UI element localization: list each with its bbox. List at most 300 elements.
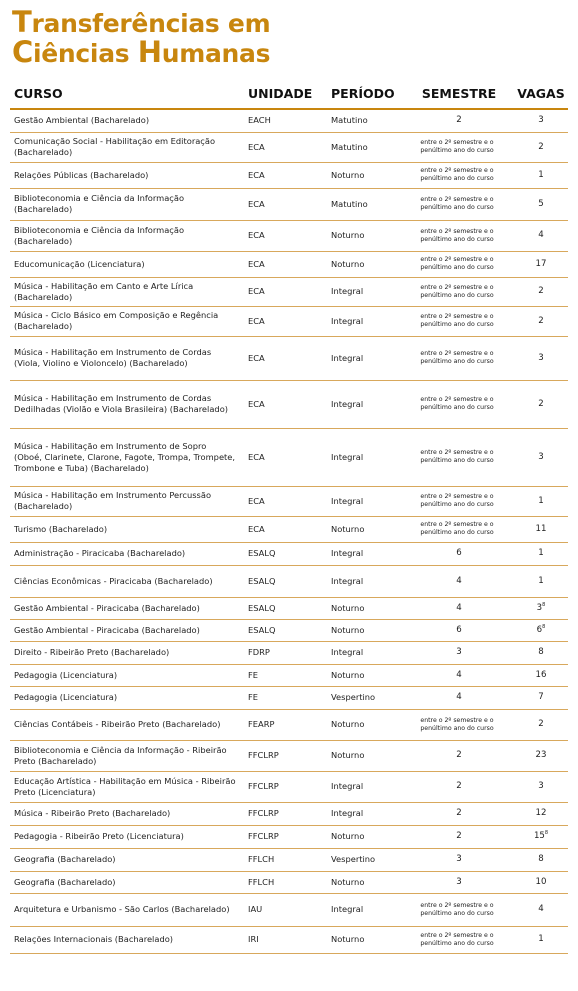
cell-semestre: [404, 109, 510, 132]
cell-curso-text: Gestão Ambiental - Piracicaba (Bacharelado): [14, 602, 200, 613]
cell-vagas-text: 2: [538, 398, 544, 409]
cell-unidade: [244, 428, 327, 486]
cell-periodo-text: Integral: [331, 352, 364, 363]
cell-vagas: [510, 709, 568, 740]
cell-semestre: [404, 709, 510, 740]
cell-curso-text: Administração - Piracicaba (Bacharelado): [14, 548, 186, 558]
cell-unidade: [244, 188, 327, 220]
cell-semestre: [404, 926, 510, 953]
cell-semestre: [404, 132, 510, 162]
cell-vagas: [510, 428, 568, 486]
cell-curso: [10, 926, 244, 953]
cell-semestre-text: entre o 2º semestre e o penúltimo ano do curso: [420, 256, 494, 271]
cell-curso-text: Educação Artística - Habilitação em Música - Ribeirão Preto (Licenciatura): [14, 775, 236, 797]
cell-periodo-text: Integral: [331, 575, 364, 586]
cell-semestre: [404, 825, 510, 848]
cell-curso: [10, 893, 244, 926]
cell-periodo: [327, 926, 404, 953]
cell-unidade-text: ECA: [248, 315, 265, 326]
cell-periodo: [327, 740, 404, 771]
cell-periodo: [327, 709, 404, 740]
cell-vagas-text: 10: [535, 876, 547, 887]
cell-unidade-text: ECA: [248, 523, 265, 534]
cell-vagas: [510, 542, 568, 565]
cell-vagas: [510, 251, 568, 277]
cell-vagas-text: 1: [538, 495, 544, 506]
table-row: [10, 380, 568, 428]
cell-semestre: [404, 251, 510, 277]
cell-unidade-text: ESALQ: [248, 624, 276, 635]
cell-curso-text: Comunicação Social - Habilitação em Editoração (Bacharelado): [14, 136, 216, 157]
cell-curso-text: Música - Habilitação em Instrumento de Sopro (Oboé, Clarinete, Clarone, Fagote, Trompa, Trompete, Trombone e Tuba) (Bacharelado): [14, 440, 236, 473]
cell-vagas-text: 8: [538, 854, 544, 864]
cell-curso: [10, 740, 244, 771]
cell-curso: [10, 641, 244, 664]
cell-periodo-text: Integral: [331, 808, 364, 818]
cell-vagas: [510, 277, 568, 306]
cell-periodo: [327, 771, 404, 802]
cell-unidade-text: ECA: [248, 141, 265, 152]
title-cap-h: H: [137, 35, 162, 69]
cell-vagas: [510, 486, 568, 516]
cell-unidade-text: ECA: [248, 352, 265, 363]
cell-curso-text: Biblioteconomia e Ciência da Informação (Bacharelado): [14, 224, 185, 246]
table-row: [10, 664, 568, 686]
cell-unidade-text: ESALQ: [248, 548, 276, 558]
cell-vagas-text: 1: [538, 934, 544, 944]
cell-periodo: [327, 619, 404, 641]
cell-unidade: [244, 825, 327, 848]
cell-semestre-text: 2: [456, 831, 462, 841]
cell-semestre-text: 6: [456, 548, 462, 558]
title-mid-2: iências: [32, 39, 138, 68]
cell-curso-text: Música - Ribeirão Preto (Bacharelado): [14, 808, 171, 818]
cell-periodo-text: Integral: [331, 904, 364, 914]
cell-unidade-text: FFLCH: [248, 876, 275, 887]
table-row: [10, 220, 568, 251]
table-row: [10, 848, 568, 871]
cell-semestre-text: entre o 2º semestre e o penúltimo ano do curso: [420, 931, 494, 947]
cell-unidade-text: ESALQ: [248, 575, 276, 586]
cell-unidade-text: EACH: [248, 115, 271, 126]
table-body: [10, 109, 568, 953]
cell-unidade-text: FFLCH: [248, 854, 275, 864]
cell-semestre: [404, 871, 510, 893]
table-row: [10, 893, 568, 926]
cell-curso: [10, 771, 244, 802]
cell-semestre-text: entre o 2º semestre e o penúltimo ano do curso: [420, 283, 494, 299]
cell-semestre-text: 4: [456, 692, 462, 702]
cell-unidade-text: FEARP: [248, 719, 275, 729]
cell-curso-text: Música - Habilitação em Canto e Arte Lírica (Bacharelado): [14, 280, 194, 302]
cell-curso: [10, 542, 244, 565]
cell-unidade-text: FE: [248, 669, 259, 680]
cell-curso: [10, 709, 244, 740]
cell-periodo: [327, 825, 404, 848]
cell-vagas-text: 1: [538, 169, 544, 180]
table-row: [10, 771, 568, 802]
cell-vagas: [510, 336, 568, 380]
cell-periodo-text: Noturno: [331, 876, 365, 887]
table-header-row: [10, 86, 568, 109]
cell-periodo-text: Integral: [331, 398, 364, 409]
cell-unidade: [244, 162, 327, 188]
cell-vagas: [510, 220, 568, 251]
table-row: [10, 132, 568, 162]
cell-semestre-text: 6: [456, 624, 462, 635]
cell-vagas-text: 7: [538, 692, 544, 702]
cell-periodo: [327, 641, 404, 664]
cell-vagas: [510, 516, 568, 542]
cell-vagas-text: 1: [538, 575, 544, 586]
cell-semestre: [404, 162, 510, 188]
cell-curso-text: Ciências Contábeis - Ribeirão Preto (Bacharelado): [14, 719, 221, 729]
table-row: [10, 428, 568, 486]
cell-semestre-text: entre o 2º semestre e o penúltimo ano do curso: [420, 139, 494, 154]
cell-curso-text: Geografia (Bacharelado): [14, 876, 116, 887]
cell-unidade: [244, 565, 327, 597]
table-row: [10, 802, 568, 825]
cell-curso-text: Música - Habilitação em Instrumento de Cordas (Viola, Violino e Violoncelo) (Bacharelado): [14, 347, 212, 368]
cell-vagas-text: 2: [538, 719, 544, 729]
header-unidade: UNIDADE: [244, 86, 327, 109]
cell-curso: [10, 188, 244, 220]
cell-unidade: [244, 771, 327, 802]
cell-curso: [10, 306, 244, 336]
table-row: [10, 162, 568, 188]
cell-curso: [10, 251, 244, 277]
cell-periodo-text: Integral: [331, 286, 364, 296]
cell-semestre: [404, 740, 510, 771]
cell-curso-text: Direito - Ribeirão Preto (Bacharelado): [14, 647, 170, 657]
cell-semestre-text: entre o 2º semestre e o penúltimo ano do curso: [420, 196, 494, 211]
cell-semestre: [404, 336, 510, 380]
cell-periodo-text: Noturno: [331, 624, 365, 635]
table-row: [10, 619, 568, 641]
cell-vagas-text: 5: [538, 198, 544, 209]
table-row: [10, 542, 568, 565]
table-row: [10, 188, 568, 220]
cell-curso-text: Pedagogia (Licenciatura): [14, 669, 118, 680]
title-cap-t: T: [12, 5, 32, 39]
cell-vagas: [510, 597, 568, 619]
cell-periodo: [327, 162, 404, 188]
cell-periodo: [327, 380, 404, 428]
table-row: [10, 686, 568, 709]
cell-curso-text: Geografia (Bacharelado): [14, 854, 116, 864]
cell-vagas-text: 4: [538, 230, 544, 240]
cell-curso: [10, 220, 244, 251]
title-line-1: [12, 5, 271, 39]
cell-semestre-text: entre o 2º semestre e o penúltimo ano do curso: [420, 449, 494, 464]
cell-periodo-text: Integral: [331, 781, 364, 791]
title-rest-2: umanas: [161, 39, 271, 68]
cell-vagas-text: 2: [538, 141, 544, 152]
cell-semestre: [404, 597, 510, 619]
cell-periodo: [327, 871, 404, 893]
cell-periodo: [327, 306, 404, 336]
header-vagas: VAGAS: [510, 86, 568, 109]
cell-semestre-text: 3: [456, 876, 462, 887]
footnote-marker: 8: [544, 830, 549, 837]
title-rest-1: ransferências em: [31, 9, 271, 38]
header-semestre: SEMESTRE: [404, 86, 510, 109]
header-periodo: PERÍODO: [327, 86, 404, 109]
cell-vagas: [510, 848, 568, 871]
cell-semestre: [404, 619, 510, 641]
cell-curso-text: Gestão Ambiental (Bacharelado): [14, 115, 150, 126]
cell-unidade-text: ECA: [248, 451, 265, 462]
cell-curso: [10, 871, 244, 893]
cell-periodo: [327, 336, 404, 380]
cell-semestre: [404, 277, 510, 306]
cell-semestre-text: 3: [456, 647, 462, 657]
cell-unidade: [244, 926, 327, 953]
cell-periodo-text: Integral: [331, 315, 364, 326]
cell-curso: [10, 664, 244, 686]
cell-periodo-text: Vespertino: [331, 854, 376, 864]
cell-semestre: [404, 188, 510, 220]
table-row: [10, 486, 568, 516]
cell-periodo: [327, 686, 404, 709]
cell-periodo-text: Noturno: [331, 669, 365, 680]
table-row: [10, 109, 568, 132]
cell-vagas: [510, 740, 568, 771]
cell-periodo: [327, 664, 404, 686]
table-row: [10, 740, 568, 771]
cell-periodo-text: Noturno: [331, 750, 365, 760]
cell-unidade: [244, 740, 327, 771]
cell-periodo-text: Noturno: [331, 602, 365, 613]
cell-semestre-text: 2: [456, 115, 462, 126]
cell-semestre-text: 4: [456, 669, 462, 680]
cell-periodo-text: Vespertino: [331, 692, 376, 702]
cell-curso-text: Arquitetura e Urbanismo - São Carlos (Bacharelado): [14, 904, 230, 914]
cell-unidade: [244, 486, 327, 516]
cell-unidade-text: ECA: [248, 169, 265, 180]
page-title: [12, 5, 271, 69]
cell-semestre: [404, 893, 510, 926]
cell-unidade: [244, 336, 327, 380]
cell-curso-text: Relações Públicas (Bacharelado): [14, 169, 149, 180]
cell-vagas-text: 4: [538, 904, 544, 914]
cell-curso: [10, 565, 244, 597]
cell-semestre-text: 4: [456, 575, 462, 586]
table-row: [10, 871, 568, 893]
cell-semestre: [404, 686, 510, 709]
cell-curso: [10, 109, 244, 132]
cell-unidade: [244, 132, 327, 162]
cell-semestre: [404, 802, 510, 825]
cell-vagas: [510, 825, 568, 848]
cell-periodo: [327, 565, 404, 597]
cell-semestre-text: entre o 2º semestre e o penúltimo ano do curso: [420, 350, 494, 365]
cell-curso: [10, 162, 244, 188]
cell-vagas-text: 11: [535, 523, 547, 534]
cell-curso: [10, 686, 244, 709]
cell-unidade: [244, 542, 327, 565]
cell-semestre-text: 2: [456, 781, 462, 791]
cell-curso-text: Educomunicação (Licenciatura): [14, 258, 145, 269]
cell-curso-text: Ciências Econômicas - Piracicaba (Bacharelado): [14, 575, 213, 586]
cell-vagas: [510, 380, 568, 428]
cell-periodo-text: Noturno: [331, 169, 365, 180]
footnote-marker: 8: [542, 623, 546, 630]
cell-unidade-text: ESALQ: [248, 602, 276, 613]
cell-semestre-text: entre o 2º semestre e o penúltimo ano do curso: [420, 521, 494, 536]
cell-unidade-text: FE: [248, 692, 259, 702]
cell-periodo-text: Matutino: [331, 141, 368, 152]
cell-periodo-text: Integral: [331, 495, 364, 506]
table-row: [10, 825, 568, 848]
cell-curso: [10, 848, 244, 871]
cell-semestre: [404, 220, 510, 251]
cell-unidade-text: ECA: [248, 398, 265, 409]
cell-vagas-text: 8: [538, 647, 544, 657]
cell-vagas: [510, 926, 568, 953]
cell-vagas-text: 12: [535, 808, 547, 818]
cell-curso-text: Turismo (Bacharelado): [14, 523, 108, 534]
cell-vagas-text: 16: [535, 669, 547, 680]
cell-semestre: [404, 771, 510, 802]
cell-semestre-text: entre o 2º semestre e o penúltimo ano do curso: [420, 167, 494, 182]
cell-semestre: [404, 641, 510, 664]
cell-unidade: [244, 664, 327, 686]
cell-semestre-text: entre o 2º semestre e o penúltimo ano do curso: [420, 493, 494, 508]
cell-vagas-text: 6: [536, 624, 543, 635]
cell-unidade-text: ECA: [248, 495, 265, 506]
cell-unidade: [244, 220, 327, 251]
cell-periodo-text: Integral: [331, 647, 364, 657]
cell-semestre: [404, 428, 510, 486]
cell-vagas-text: 23: [535, 750, 547, 760]
cell-unidade-text: IRI: [248, 934, 259, 944]
table-row: [10, 565, 568, 597]
table-row: [10, 597, 568, 619]
cell-vagas: [510, 565, 568, 597]
cell-curso: [10, 428, 244, 486]
cell-unidade: [244, 109, 327, 132]
cell-semestre: [404, 664, 510, 686]
cell-vagas: [510, 132, 568, 162]
cell-vagas-text: 3: [538, 115, 544, 126]
cell-unidade: [244, 251, 327, 277]
table-row: [10, 641, 568, 664]
cell-periodo-text: Noturno: [331, 934, 365, 944]
cell-curso-text: Gestão Ambiental - Piracicaba (Bacharelado): [14, 624, 200, 635]
cell-vagas-text: 3: [538, 451, 544, 462]
cell-vagas-text: 1: [538, 548, 544, 558]
cell-unidade-text: ECA: [248, 286, 265, 296]
cell-semestre: [404, 565, 510, 597]
cell-unidade: [244, 306, 327, 336]
cell-periodo-text: Noturno: [331, 719, 365, 729]
cell-curso: [10, 336, 244, 380]
cell-periodo-text: Noturno: [331, 831, 365, 841]
cell-curso: [10, 825, 244, 848]
cell-curso: [10, 132, 244, 162]
cell-periodo: [327, 277, 404, 306]
cell-unidade: [244, 802, 327, 825]
cell-unidade-text: ECA: [248, 258, 265, 269]
cell-curso: [10, 486, 244, 516]
cell-vagas: [510, 162, 568, 188]
table-row: [10, 926, 568, 953]
cell-curso-text: Música - Habilitação em Instrumento de Cordas Dedilhadas (Violão e Viola Brasileira) (Bacharelado): [14, 393, 229, 414]
cell-curso-text: Pedagogia (Licenciatura): [14, 692, 118, 702]
cell-curso: [10, 802, 244, 825]
cell-unidade: [244, 597, 327, 619]
cell-vagas-text: 15: [533, 831, 545, 841]
cell-curso-text: Relações Internacionais (Bacharelado): [14, 934, 174, 944]
cell-vagas: [510, 109, 568, 132]
cell-vagas: [510, 664, 568, 686]
cell-vagas: [510, 619, 568, 641]
table-row: [10, 709, 568, 740]
footnote-marker: 8: [542, 601, 546, 608]
cell-periodo: [327, 188, 404, 220]
cell-semestre: [404, 486, 510, 516]
cell-unidade-text: ECA: [248, 198, 265, 209]
cell-semestre-text: entre o 2º semestre e o penúltimo ano do curso: [420, 313, 494, 328]
cell-semestre: [404, 306, 510, 336]
cell-semestre-text: entre o 2º semestre e o penúltimo ano do curso: [420, 716, 494, 732]
cell-semestre: [404, 380, 510, 428]
cell-semestre: [404, 516, 510, 542]
cell-periodo: [327, 848, 404, 871]
transfer-table: [10, 86, 568, 954]
cell-semestre: [404, 542, 510, 565]
cell-curso-text: Música - Ciclo Básico em Composição e Regência (Bacharelado): [14, 310, 219, 331]
cell-curso-text: Pedagogia - Ribeirão Preto (Licenciatura): [14, 831, 184, 841]
cell-vagas-text: 2: [538, 286, 544, 296]
cell-unidade: [244, 619, 327, 641]
cell-periodo-text: Noturno: [331, 523, 365, 534]
cell-unidade-text: IAU: [248, 904, 263, 914]
cell-unidade-text: FFCLRP: [248, 831, 279, 841]
cell-unidade: [244, 641, 327, 664]
cell-curso: [10, 516, 244, 542]
cell-semestre-text: 2: [456, 808, 462, 818]
cell-periodo-text: Matutino: [331, 198, 368, 209]
cell-vagas: [510, 641, 568, 664]
cell-vagas: [510, 686, 568, 709]
cell-vagas-text: 17: [535, 258, 547, 269]
title-cap-c: C: [12, 35, 33, 69]
cell-semestre-text: entre o 2º semestre e o penúltimo ano do curso: [420, 901, 494, 917]
cell-vagas-text: 3: [536, 602, 543, 613]
cell-curso: [10, 277, 244, 306]
cell-unidade: [244, 709, 327, 740]
table-row: [10, 306, 568, 336]
cell-unidade-text: FFCLRP: [248, 808, 279, 818]
cell-curso: [10, 380, 244, 428]
cell-curso: [10, 619, 244, 641]
cell-periodo: [327, 251, 404, 277]
cell-periodo: [327, 516, 404, 542]
cell-unidade: [244, 277, 327, 306]
cell-periodo-text: Integral: [331, 548, 364, 558]
cell-periodo: [327, 597, 404, 619]
cell-vagas-text: 3: [538, 781, 544, 791]
header-curso: CURSO: [10, 86, 244, 109]
table-row: [10, 277, 568, 306]
cell-vagas: [510, 893, 568, 926]
cell-unidade: [244, 893, 327, 926]
cell-vagas: [510, 802, 568, 825]
cell-periodo: [327, 486, 404, 516]
cell-periodo: [327, 542, 404, 565]
